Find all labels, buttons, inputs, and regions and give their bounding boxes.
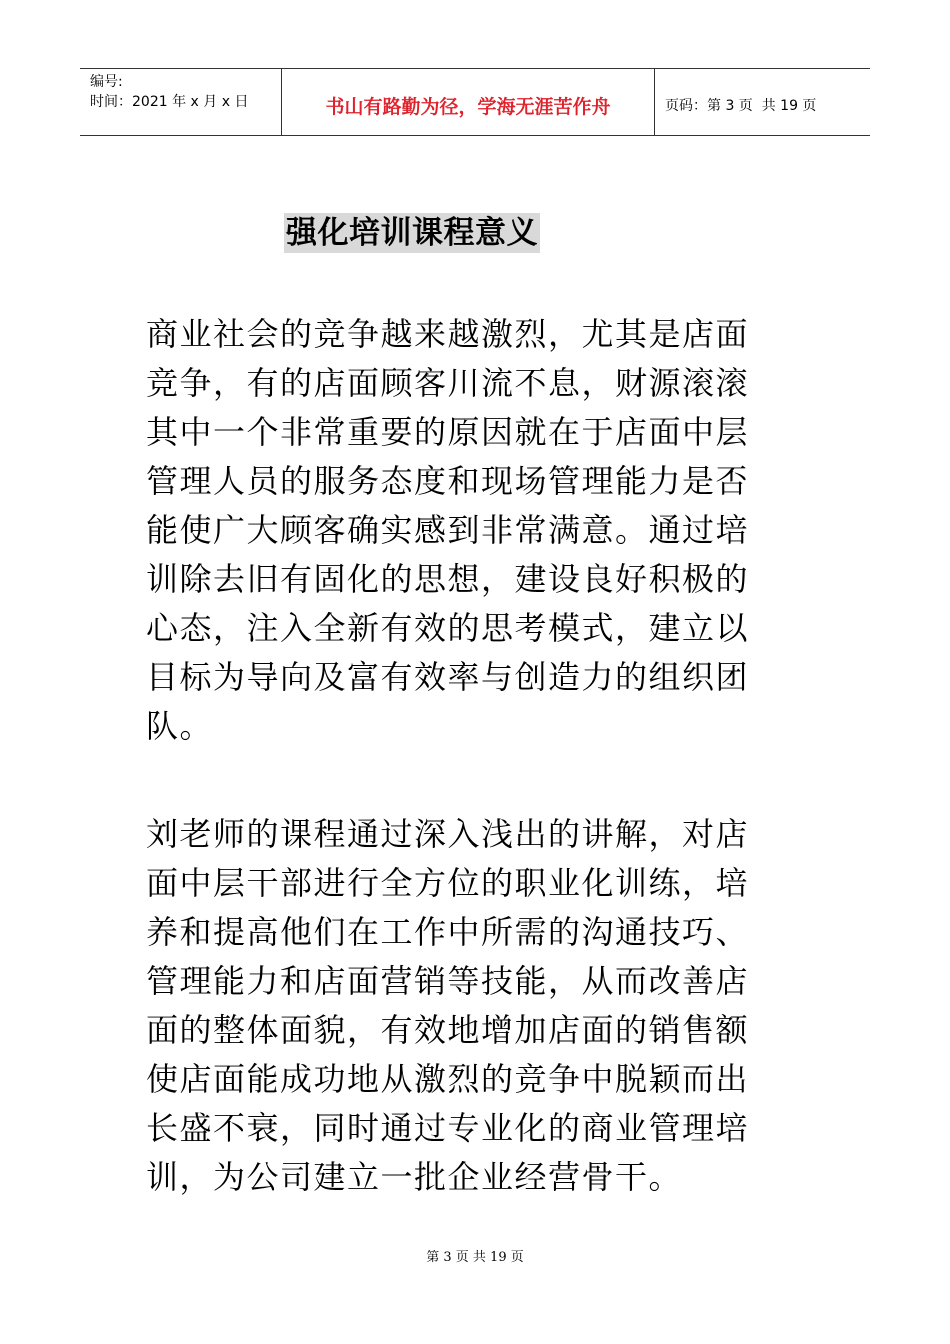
paragraph-1 — [146, 310, 816, 751]
motto-text: 书山有路勤为径，学海无涯苦作舟 — [325, 95, 611, 118]
text-line: 面中层干部进行全方位的职业化训练，培 — [146, 864, 750, 902]
text-line: 使店面能成功地从激烈的竞争中脱颖而出 — [146, 1060, 750, 1098]
text-line: 训，为公司建立一批企业经营骨干。 — [146, 1158, 683, 1196]
text-line: 管理人员的服务态度和现场管理能力是否 — [146, 462, 750, 500]
text-line: 养和提高他们在工作中所需的沟通技巧、 — [146, 913, 750, 951]
text-line: 竞争，有的店面顾客川流不息，财源滚滚 — [146, 364, 750, 402]
text-line: 刘老师的课程通过深入浅出的讲解，对店 — [146, 815, 750, 853]
text-line: 目标为导向及富有效率与创造力的组织团 — [146, 658, 750, 696]
text-line: 其中一个非常重要的原因就在于店面中层 — [146, 413, 750, 451]
text-line: 管理能力和店面营销等技能，从而改善店 — [146, 962, 750, 1000]
header-meta — [80, 69, 282, 135]
page-footer: 第 3 页 共 19 页 — [426, 1250, 524, 1265]
text-line: 队。 — [146, 707, 214, 745]
document-title: 强化培训课程意义 — [286, 215, 538, 251]
text-line: 长盛不衰，同时通过专业化的商业管理培 — [146, 1109, 750, 1147]
text-line: 能使广大顾客确实感到非常满意。通过培 — [146, 511, 750, 549]
text-line: 训除去旧有固化的思想，建设良好积极的 — [146, 560, 750, 598]
text-line: 面的整体面貌，有效地增加店面的销售额 — [146, 1011, 750, 1049]
text-line: 心态，注入全新有效的思考模式，建立以 — [146, 609, 750, 647]
paragraph-2 — [146, 810, 816, 1202]
page-header — [80, 68, 870, 136]
page-info-text: 页码：第 3 页 共 19 页 — [665, 98, 817, 114]
number-label: 编号: — [90, 74, 123, 90]
header-motto — [282, 69, 655, 135]
header-page-info — [655, 69, 870, 135]
time-label: 时间：2021 年 x 月 x 日 — [90, 94, 249, 110]
text-line: 商业社会的竞争越来越激烈，尤其是店面 — [146, 315, 750, 353]
